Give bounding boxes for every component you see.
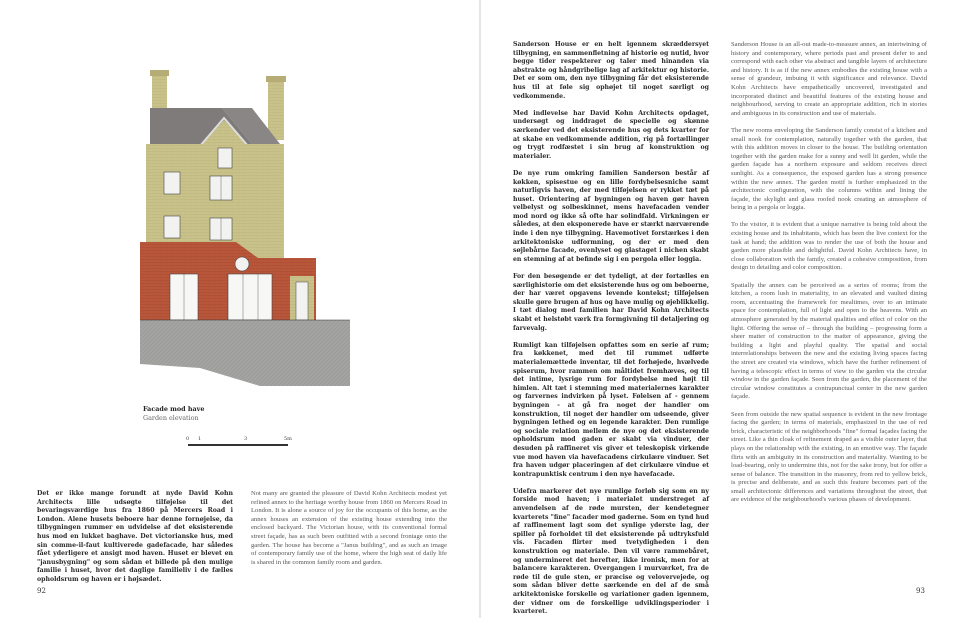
en-paragraph: The new rooms enveloping the Sanderson family consist of a kitchen and small nook for contemplation, naturally together with the garden, that with this addition moves in closer to the house. The building orientation together with the garden make for a sunny and well lit garden, while the garden façade has a northern exposure and seldom receives direct sunlight. As a consequence, the exposed garden has a strong presence within the new annex. The garden motif is further emphasized in the architectonic configuration, with the columns within and lining the façade, the skylight and glass roofed nook creating an atmosphere of being in a pergola or loggia. — [731, 126, 927, 212]
da-paragraph: De nye rum omkring familien Sanderson består af køkken, spisestue og en lille fordybelsesniche samt naturligvis haven, der med tilføjelsen er rykket tæt på huset. Orientering af bygningen og haven gør haven velbelyst og solbeskinnet, mens havefacaden vender mod nord og ikke så ofte har solindfald. Virkningen er således, at den eksponerede have er stærkt nærværende inde i den nye tilbygning. Havemotivet forstærkes i den arkitektoniske udformning, og der er med den søjlebårne facade, ovenlyset og glastaget i nichen skabt en stemning af at befinde sig i en pergola eller loggia. — [513, 169, 709, 263]
da-paragraph: For den besøgende er det tydeligt, at der fortælles en særlighistorie om det eksisterende hus og om beboerne, der har været opgavens levende kontekst; tilføjelsen skulle gøre brugen af hus og have mulig og øjeblikkelig. I tæt dialog med familien har David Kohn Architects skabt et helstøbt værk fra formgivning til detaljering og farvevalg. — [513, 273, 709, 332]
scale-label-5m: 5m — [284, 436, 292, 442]
en-paragraph: To the visitor, it is evident that a unique narrative is being told about the existing house and its inhabitants, which has been the live context for the task at hand; the addition was to render the use of both the house and garden more plausible and delightful. David Kohn Architects have, in close collaboration with the family, created a cohesive composition, from design to detailing and color composition. — [731, 221, 927, 272]
chimney-right — [268, 80, 284, 140]
circular-window — [235, 257, 249, 271]
page-number-right: 93 — [916, 587, 925, 595]
en-paragraph: Sanderson House is an all-out made-to-measure annex, an intertwining of history and contemporary, where periods past and present defer to and correspond with each other via abstract and tangible layers of architecture and history. It is as if the new annex embodies the existing house with a sense of grandeur, imbuing it with significance and relevance. David Kohn Architects have empathetically uncovered, investigated and incorporated distinct and beautiful features of the existing house and neighbourhood, serving to create an appropriate addition, rich in stories and ambiguous in its construction and use of materials. — [731, 41, 927, 117]
caption-title: Facade mod have — [143, 405, 205, 413]
da-paragraph: Rumligt kan tilføjelsen opfattes som en serie af rum; fra køkkenet, med det til rummet udførte materialemættede inventar, til det forhøjede, hvælvede spiserum, hvor rammen om måltidet fremhæves, og til det intime, lysrige rum for fordybelse med højt til himlen. Alt tæt i stemning med materialernes karakter og farvernes indvirken på lyset. Følelsen af - gennem bygningen - at gå fra noget der handler om konstruktion, til noget der handler om udseende, giver bygningen lethed og en legende karakter. Den rumlige og sociale relation mellem de nye og det eksisterende opholdsrum mod gaden er skabt via vinduer, der desuden på raffineret vis giver et teleskopisk virkende vue mod haven via havefacadens cirkulære vinduer. Set fra haven udgør placeringen af det cirkulære vindue et kontrapunktisk centrum i den nye havefacade. — [513, 341, 709, 478]
scale-label-3: 3 — [244, 436, 248, 442]
caption-subtitle: Garden elevation — [143, 414, 199, 422]
garden-elevation-drawing — [140, 68, 350, 398]
intro-english: Not many are granted the pleasure of David Kohn Architects modest yet refined annex to the heritage worthy house from 1860 on Mercers Road in London. It is alone a source of joy for the occupants of this home, as the annex houses an extension of the existing house extending into the enclosed backyard. The Victorian house, with its conventional formal street façade, has as such been outfitted with a second frontage onto the garden. The house has become a "Janus building", and as such an image of contemporary family use of the home, where the high seat of daily life is shared in the common family room and garden. — [251, 490, 447, 566]
danish-text-column — [513, 41, 709, 625]
page-number-left: 92 — [37, 587, 46, 595]
en-paragraph: Spatially the annex can be perceived as a series of rooms; from the kitchen, a room lush in materiality, to an elevated and vaulted dining room, accentuating the framework for mealtimes, over to an intimate space for contemplation, full of light and open to the heavens. With an atmosphere generated by the material qualities and effect of color on the light. Offering the sense of – through the building – progressing form a sheer matter of construction to the matter of appearance, giving the building a light and playful quality. The spatial and social interrelationships between the new and the existing living spaces facing the street are created via windows, which have the further refinement of having a telescopic effect in terms of view to the garden via the circular window in the garden façade. Seen from the garden, the placement of the circular window constitutes a contrapunctual center in the new garden façade. — [731, 281, 927, 401]
book-gutter — [479, 0, 481, 618]
scale-label-1: 1 — [198, 436, 202, 442]
da-paragraph: Udefra markerer det nye rumlige forløb sig som en ny forside mod haven; i materialet understreget af anvendelsen af de røde mursten, der kendetegner kvarterets "fine" facader mod gaderne. Som en tynd hud af raffinement lagt som det synlige yderste lag, der spiller på forholdet til det eksisterende på udtryksfuld vis. Facaden flirter med tvetydigheden i den konstruktion og materiale. Den vil være rammebåret, og undermineret det herefter, ikke ironisk, men for at balancere karakteren. Overgangen i murværket, fra de røde til de gule sten, er præcise og velovervejede, og som sådan bliver dette særkende en del af de små arkitektoniske forskelle og variationer gaden igennem, der vidner om de forskellige udviklingsperioder i kvarteret. — [513, 487, 709, 616]
intro-danish: Det er ikke mange forundt at nyde David Kohn Architects lille udsøgte tilføjelse til det bevaringsværdige hus fra 1860 på Mercers Road i London. Alene husets beboere har denne fornøjelse, da tilbygningen rummer en udvidelse af det eksisterende hus mod en lukket baghave. Det victorianske hus, med sin comme-il-faut kultiverede gadefacade, har således fået yderligere et ansigt mod haven. Huset er blevet en "janusbygning" og som sådan et billede på den mulige familie i huset, hvor det daglige familieliv i de fælles opholdsrum og haven er i højsædet. — [37, 490, 233, 583]
scale-bar — [186, 436, 298, 454]
figure-caption — [143, 405, 204, 423]
english-text-column — [731, 41, 927, 514]
en-paragraph: Seen from outside the new spatial sequence is evident in the new frontage facing the garden; in terms of materials, emphasized in the use of red brick, characteristic of the neighborhoods "fine" formal façades facing the street. Like a thin cloak of refinement draped as a visible outer layer, that plays on the relationship with the existing, in an emotive way. The façade flirts with an ambiguity in its construction and materiality. Wanting to be load-bearing, only to undermine this, not for the sake irony, but for offer a sense of balance. The transition in the masonry, from red to yellow brick, is precise and deliberate, and as such this feature becomes part of the small architectonic differences and variations throughout the street, that are evidence of the neighbourhood's various phases of development. — [731, 410, 927, 504]
da-paragraph: Med indlevelse har David Kohn Architects opdaget, undersøgt og inddraget de specielle og skønne særkender ved det eksisterende hus og dets kvarter for at skabe en vedkommende addition, rig på fortællinger og trygt rodfæstet i sin brug af konstruktion og materialer. — [513, 109, 709, 160]
ground-section — [140, 320, 350, 386]
scale-label-0: 0 — [186, 436, 190, 442]
da-paragraph: Sanderson House er en helt igennem skræddersyet tilbygning, en sammenfletning af historie og nutid, hvor begge tider respekterer og taler med hinanden via abstrakte og håndgribelige lag af arkitektur og historie. Det er som om, den nye tilbygning får det eksisterende hus til at føle sig ophøjet til noget særligt og vedkommende. — [513, 41, 709, 100]
